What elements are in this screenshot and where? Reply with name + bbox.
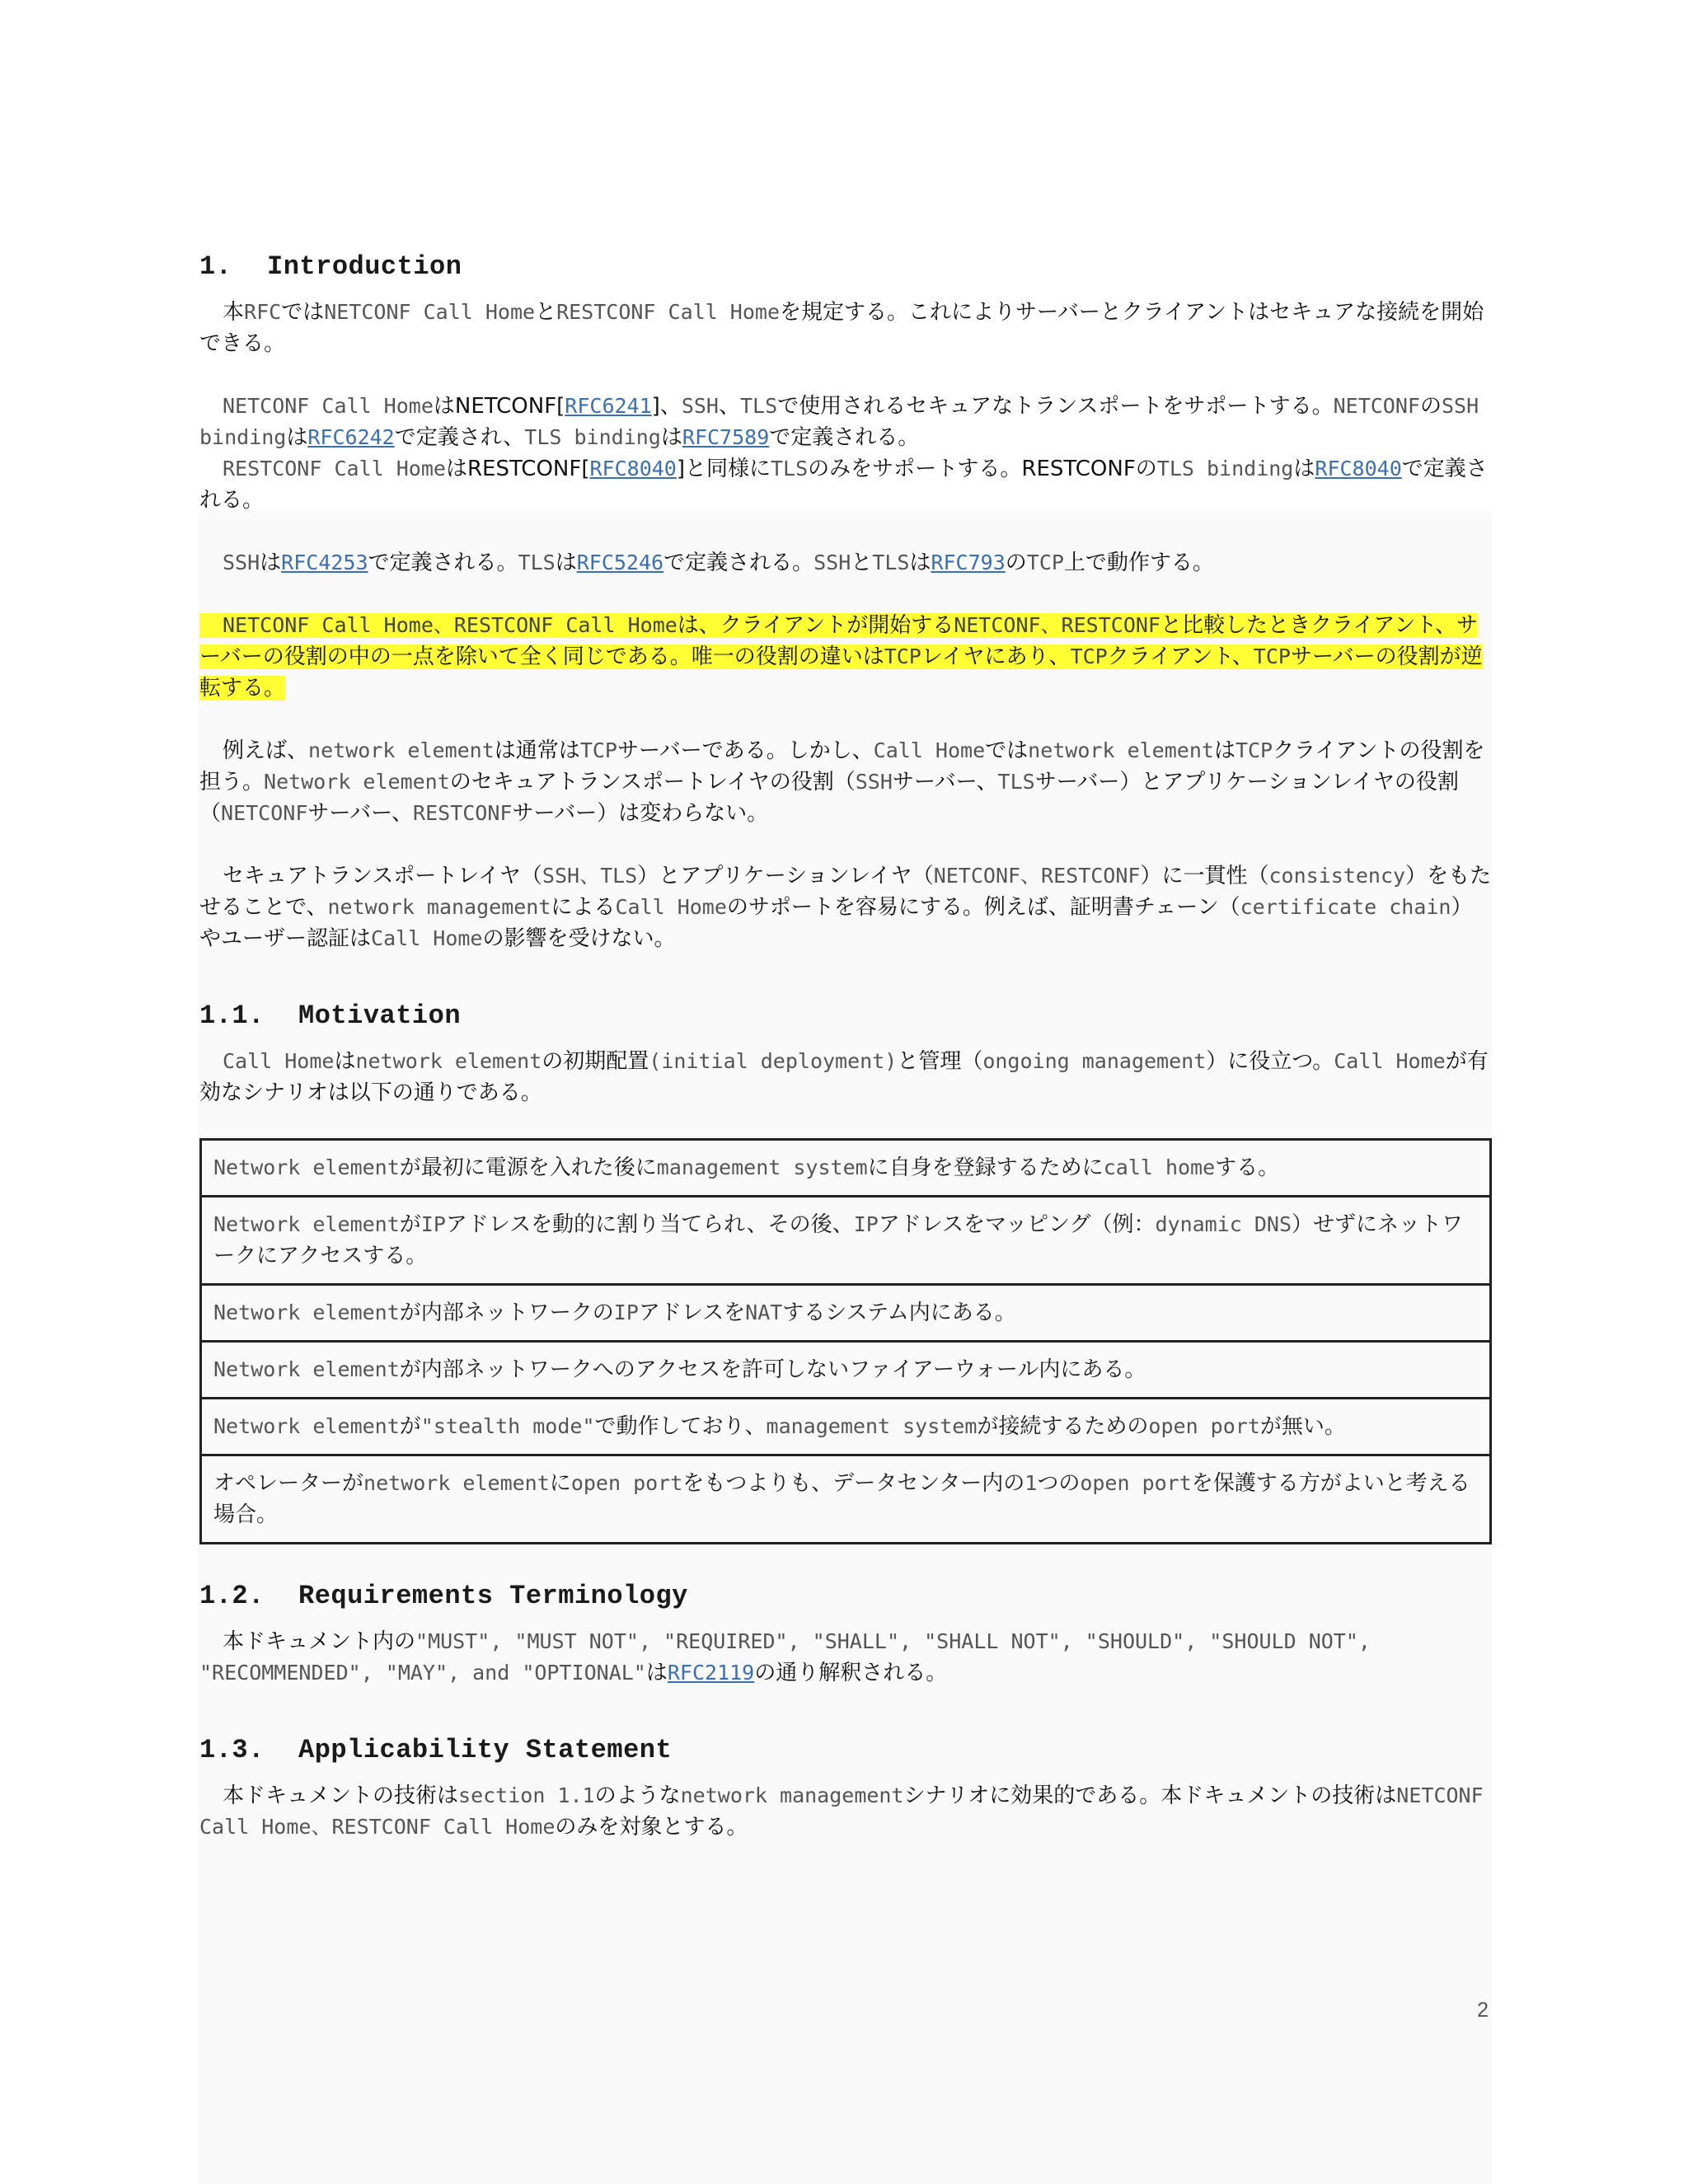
- rfc8040-link[interactable]: RFC8040: [589, 457, 677, 480]
- table-row: [201, 1399, 1491, 1455]
- rfc793-link[interactable]: RFC793: [931, 551, 1006, 574]
- motivation-intro: Call Homeはnetwork elementの初期配置(initial deployment)と管理（ongoing management）に役立つ。Call Homeが有効なシナリオは以下の通りである。: [199, 1049, 1489, 1105]
- highlighted-paragraph: NETCONF Call Home、RESTCONF Call Homeは、クライアントが開始するNETCONF、RESTCONFと比較したときクライアント、サーバーの役割の中の一点を除いて全く同じである。唯一の役割の違いはTCPレイヤにあり、TCPクライアント、TCPサーバーの役割が逆転する。: [199, 613, 1483, 701]
- rfc8040-link-2[interactable]: RFC8040: [1315, 457, 1402, 480]
- table-row: [201, 1197, 1491, 1285]
- rfc4253-link[interactable]: RFC4253: [281, 551, 368, 574]
- table-cell: Network elementがIPアドレスを動的に割り当てられ、その後、IPアドレスをマッピング（例：dynamic DNS）せずにネットワークにアクセスする。: [201, 1197, 1491, 1285]
- intro-paragraph-2: NETCONF Call HomeはNETCONF[RFC6241]、SSH、TLSで使用されるセキュアなトランスポートをサポートする。NETCONFのSSH bindingはRFC6242で定義され、TLS bindingはRFC7589で定義される。 RESTCONF Call HomeはRESTCONF[RFC8040]と同様にTLSのみをサポートする。RESTCONFのTLS bindingはRFC8040で定義される。: [199, 394, 1488, 513]
- rfc7589-link[interactable]: RFC7589: [682, 425, 770, 449]
- table-row: [201, 1285, 1491, 1342]
- rfc6242-link[interactable]: RFC6242: [307, 425, 395, 449]
- table-cell: Network elementが内部ネットワークへのアクセスを許可しないファイアーウォール内にある。: [201, 1342, 1491, 1399]
- scenario-table: [199, 1138, 1492, 1544]
- table-row: [201, 1342, 1491, 1399]
- table-cell: Network elementが最初に電源を入れた後にmanagement systemに自身を登録するためにcall homeする。: [201, 1140, 1491, 1197]
- table-cell: Network elementが"stealth mode"で動作しており、management systemが接続するためのopen portが無い。: [201, 1399, 1491, 1455]
- section-heading-motivation: 1.1. Motivation: [199, 1001, 462, 1031]
- section-heading-introduction: 1. Introduction: [199, 251, 462, 282]
- document-body: [199, 251, 1492, 1843]
- requirements-paragraph: 本ドキュメント内の"MUST", "MUST NOT", "REQUIRED", "SHALL", "SHALL NOT", "SHOULD", "SHOULD NOT", "RECOMMENDED", "MAY", and "OPTIONAL"はRFC2119の通り解釈される。: [199, 1629, 1371, 1685]
- rfc2119-link[interactable]: RFC2119: [667, 1661, 755, 1685]
- rfc6241-link[interactable]: RFC6241: [565, 394, 652, 418]
- intro-paragraph-7: セキュアトランスポートレイヤ（SSH、TLS）とアプリケーションレイヤ（NETCONF、RESTCONF）に一貫性（consistency）をもたせることで、network managementによるCall Homeのサポートを容易にする。例えば、証明書チェーン（certificate chain）やユーザー認証はCall Homeの影響を受けない。: [199, 864, 1492, 951]
- table-cell: Network elementが内部ネットワークのIPアドレスをNATするシステム内にある。: [201, 1285, 1491, 1342]
- table-row: [201, 1455, 1491, 1544]
- table-cell: オペレーターがnetwork elementにopen portをもつよりも、データセンター内の1つのopen portを保護する方がよいと考える場合。: [201, 1455, 1491, 1544]
- intro-paragraph-6: 例えば、network elementは通常はTCPサーバーである。しかし、Call Homeではnetwork elementはTCPクライアントの役割を担う。Network elementのセキュアトランスポートレイヤの役割（SSHサーバー、TLSサーバー）とアプリケーションレイヤの役割（NETCONFサーバー、RESTCONFサーバー）は変わらない。: [199, 738, 1485, 826]
- intro-paragraph-4: SSHはRFC4253で定義される。TLSはRFC5246で定義される。SSHとTLSはRFC793のTCP上で動作する。: [223, 551, 1214, 575]
- section-heading-requirements: 1.2. Requirements Terminology: [199, 1581, 688, 1611]
- applicability-paragraph: 本ドキュメントの技術はsection 1.1のようなnetwork managementシナリオに効果的である。本ドキュメントの技術はNETCONF Call Home、RESTCONF Call Homeのみを対象とする。: [199, 1783, 1484, 1840]
- section-heading-applicability: 1.3. Applicability Statement: [199, 1735, 673, 1765]
- rfc5246-link[interactable]: RFC5246: [576, 551, 664, 574]
- page-number: 2: [1477, 1999, 1489, 2022]
- intro-paragraph-1: 本RFCではNETCONF Call HomeとRESTCONF Call Homeを規定する。これによりサーバーとクライアントはセキュアな接続を開始できる。: [199, 300, 1484, 356]
- table-row: [201, 1140, 1491, 1197]
